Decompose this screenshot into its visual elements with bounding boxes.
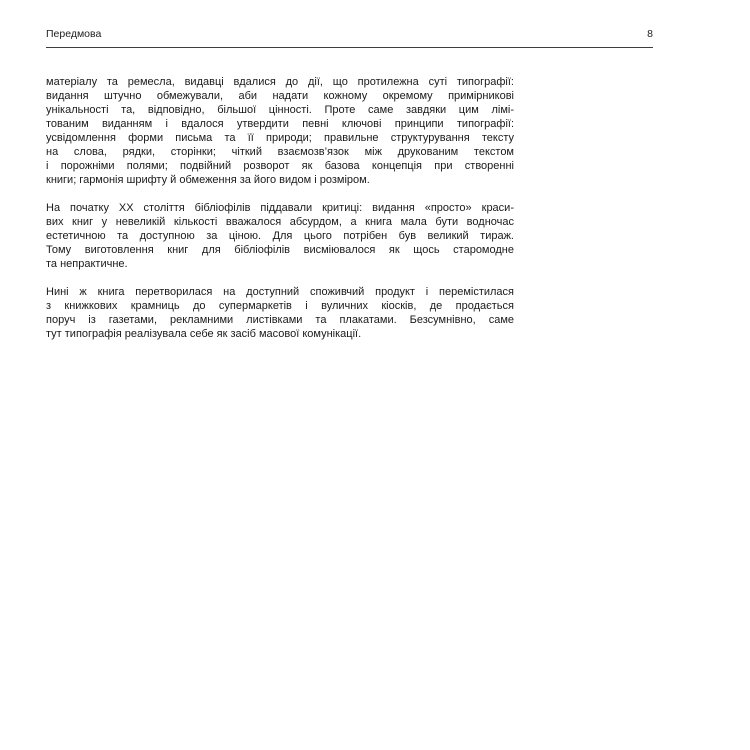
text-line: тут типографія реалізувала себе як засіб масової комунікації. — [46, 328, 362, 340]
running-header-title: Передмова — [46, 28, 102, 40]
text-line: книги; гармонія шрифту й обмеження за його видом і розміром. — [46, 174, 370, 186]
paragraph — [46, 75, 514, 187]
paragraph — [46, 285, 514, 341]
paragraph — [46, 201, 514, 271]
text-line: матеріалу та ремесла, видавці вдалися до дії, що протилежна суті типографії: — [46, 76, 514, 88]
text-line: з книжкових крамниць до супермаркетів і вуличних кіосків, де продається — [46, 300, 514, 312]
text-line: видання штучно обмежували, аби надати кожному окремому примірникові — [46, 90, 514, 102]
text-line: тованим виданням і вдалося утвердити певні ключові принципи типографії: — [46, 118, 514, 130]
text-line: і порожніми полями; подвійний розворот як базова концепція при створенні — [46, 160, 514, 172]
text-line: поруч із газетами, рекламними листівками та плакатами. Безсумнівно, саме — [46, 314, 514, 326]
page-number: 8 — [647, 28, 653, 40]
text-line: на слова, рядки, сторінки; чіткий взаємозв’язок між друкованим текстом — [46, 146, 514, 158]
text-line: Нині ж книга перетворилася на доступний споживчий продукт і перемістилася — [46, 286, 514, 298]
text-line: унікальності та, відповідно, більшої цінності. Проте саме завдяки цим лімі- — [46, 104, 514, 116]
text-line: Тому виготовлення книг для бібліофілів висміювалося як щось старомодне — [46, 244, 514, 256]
body-text — [46, 75, 514, 355]
text-line: естетичною та доступною за ціною. Для цього потрібен був великий тираж. — [46, 230, 514, 242]
text-line: вих книг у невеликій кількості вважалося абсурдом, а книга мала бути водночас — [46, 216, 514, 228]
text-line: На початку XX століття бібліофілів піддавали критиці: видання «просто» краси- — [46, 202, 514, 214]
text-line: усвідомлення форми письма та її природи; правильне структурування тексту — [46, 132, 514, 144]
running-header — [46, 28, 653, 48]
text-line: та непрактичне. — [46, 258, 128, 270]
